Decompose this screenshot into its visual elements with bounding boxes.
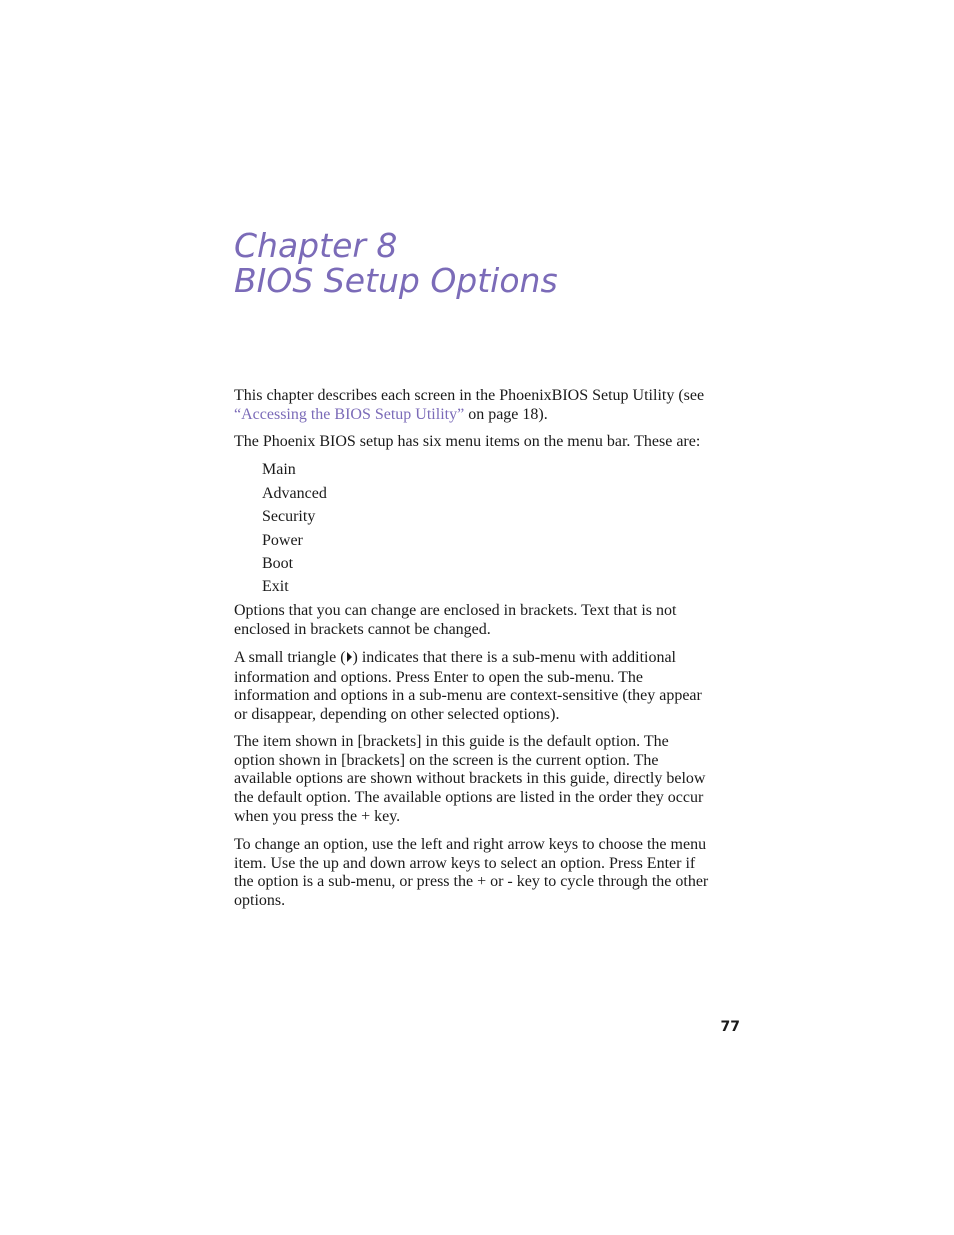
change-line-4: options.	[234, 892, 286, 910]
options-paragraph	[234, 602, 744, 639]
brackets-line-2: option shown in [brackets] on the screen is the current option. The	[234, 751, 659, 769]
change-option-paragraph	[234, 836, 744, 911]
menu-item-main: Main	[262, 461, 296, 478]
chapter-number: Chapter 8	[234, 226, 398, 265]
menu-item-advanced: Advanced	[262, 485, 327, 502]
accessing-bios-link[interactable]: “Accessing the BIOS Setup Utility”	[234, 405, 465, 423]
brackets-line-4: the default option. The available options are listed in the order they occur	[234, 789, 704, 807]
chapter-name: BIOS Setup Options	[234, 261, 558, 300]
menu-item-boot: Boot	[262, 555, 294, 572]
change-line-2: item. Use the up and down arrow keys to select an option. Press Enter if	[234, 854, 696, 872]
brackets-paragraph	[234, 733, 744, 827]
triangle-line-4: or disappear, depending on other selected options).	[234, 706, 560, 724]
triangle-line-3: information and options in a sub-menu are context-sensitive (they appear	[234, 687, 702, 705]
brackets-line-5: when you press the + key.	[234, 807, 401, 825]
menu-item-security: Security	[262, 508, 316, 525]
menu-item-power: Power	[262, 532, 303, 549]
right-triangle-icon	[346, 650, 353, 669]
page-number: 77	[720, 1019, 740, 1035]
menu-item-exit: Exit	[262, 578, 289, 595]
chapter-title	[234, 228, 558, 298]
change-line-1: To change an option, use the left and right arrow keys to choose the menu	[234, 836, 707, 853]
options-line-1: Options that you can change are enclosed in brackets. Text that is not	[234, 602, 677, 619]
triangle-paragraph	[234, 649, 744, 725]
options-line-2: enclosed in brackets cannot be changed.	[234, 620, 491, 638]
intro-line-2-suffix: on page 18).	[464, 405, 548, 423]
triangle-line-2: information and options. Press Enter to open the sub-menu. The	[234, 668, 643, 686]
intro-line-2	[234, 406, 744, 425]
brackets-line-1: The item shown in [brackets] in this guide is the default option. The	[234, 733, 669, 750]
change-line-3: the option is a sub-menu, or press the + or - key to cycle through the other	[234, 873, 709, 891]
triangle-line-1: A small triangle ( ) indicates that there is a sub-menu with additional	[234, 649, 744, 669]
menu-intro-paragraph: The Phoenix BIOS setup has six menu items on the menu bar. These are:	[234, 433, 701, 450]
intro-line-1: This chapter describes each screen in the PhoenixBIOS Setup Utility (see	[234, 387, 705, 404]
intro-paragraph	[234, 387, 744, 424]
brackets-line-3: available options are shown without brackets in this guide, directly below	[234, 770, 706, 788]
